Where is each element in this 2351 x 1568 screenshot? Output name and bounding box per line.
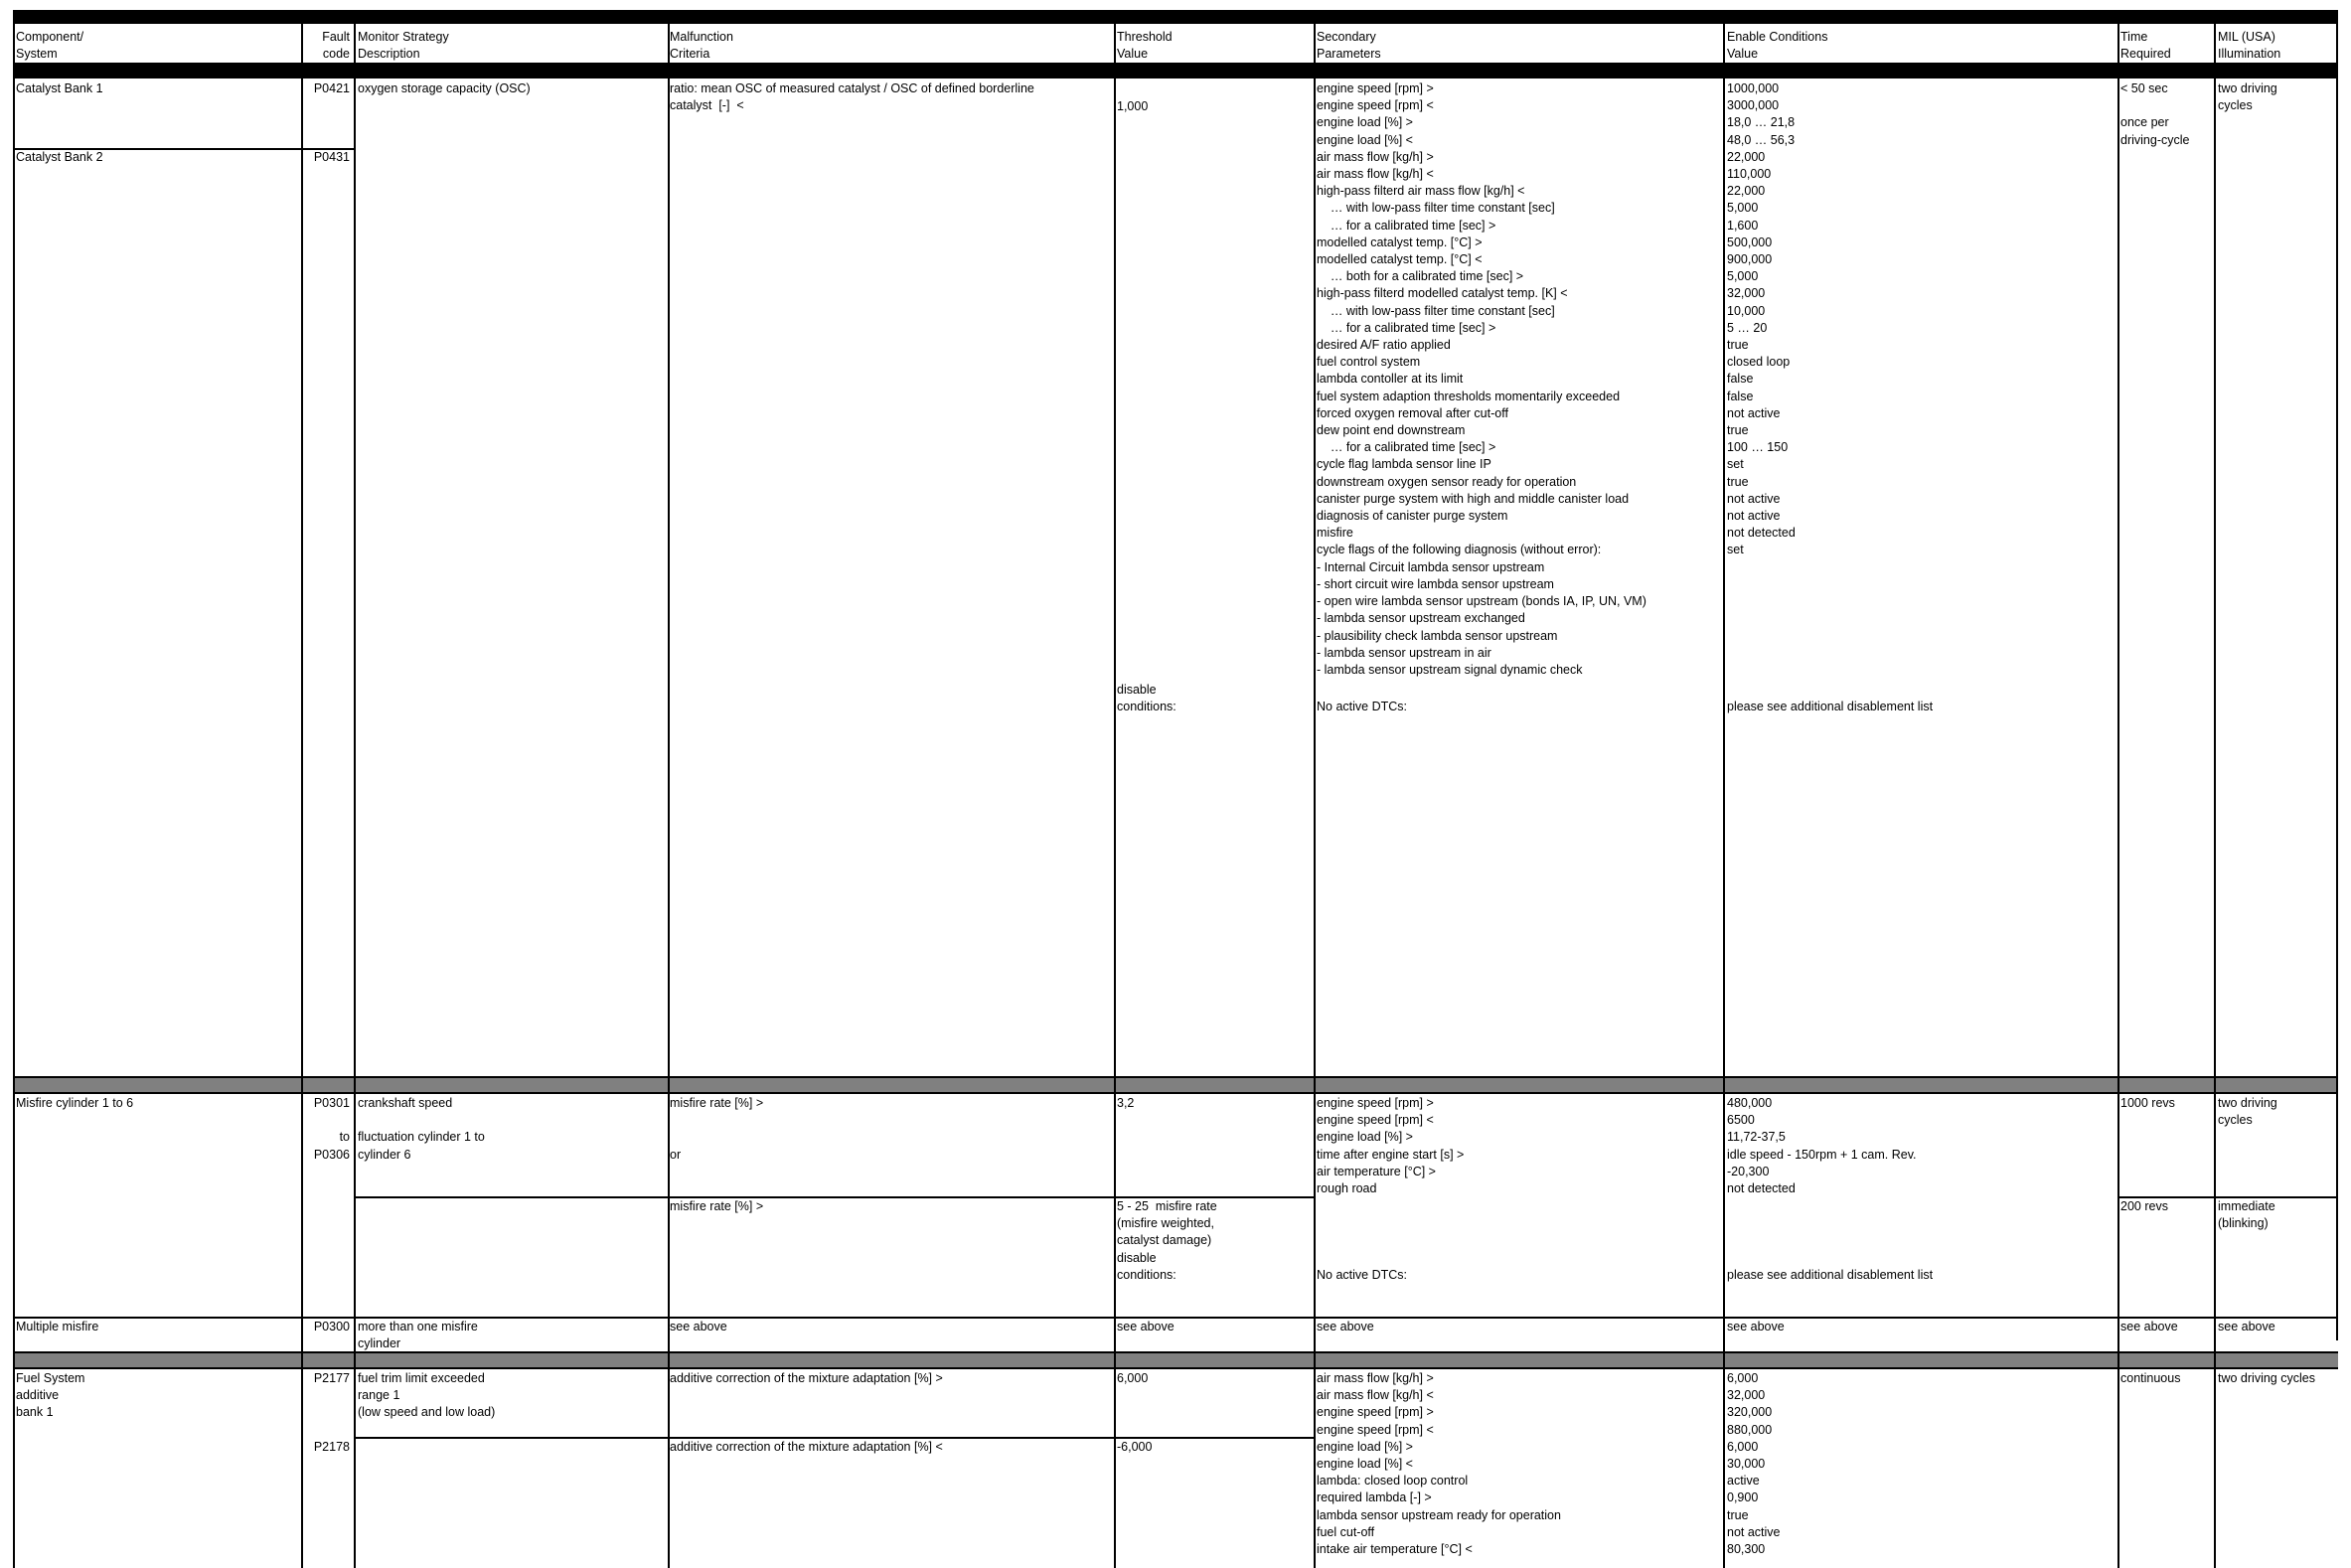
header-secondary: Secondary Parameters xyxy=(1317,30,1381,61)
misfire-time-1: 1000 revs xyxy=(2120,1096,2175,1110)
grid-line xyxy=(2214,24,2216,1568)
multiple-misfire-malfunction: see above xyxy=(670,1320,727,1333)
misfire-malfunction-2: misfire rate [%] > xyxy=(670,1199,764,1213)
fuel-mil: two driving cycles xyxy=(2218,1371,2315,1385)
misfire-secondary-params: engine speed [rpm] > engine speed [rpm] < engine load [%] > time after engine start [s] > air temperature [°C] > rough road xyxy=(1317,1096,1465,1196)
misfire-mil-1: two driving cycles xyxy=(2218,1096,2277,1128)
header-bottom-bar xyxy=(13,63,2338,78)
fuel-enable-values: 6,000 32,000 320,000 880,000 6,000 30,000 active 0,900 true not active 80,300 xyxy=(1727,1371,1781,1557)
fuel-code-2: P2178 xyxy=(313,1440,350,1454)
multiple-misfire-label: Multiple misfire xyxy=(16,1320,99,1333)
multiple-misfire-secondary: see above xyxy=(1317,1320,1374,1333)
row-divider xyxy=(13,1076,2338,1078)
misfire-threshold-1: 3,2 xyxy=(1117,1096,1135,1110)
multiple-misfire-threshold: see above xyxy=(1117,1320,1175,1333)
multiple-misfire-mil: see above xyxy=(2218,1320,2275,1333)
catalyst-threshold: 1,000 xyxy=(1117,99,1149,113)
catalyst-time-required: < 50 sec once per driving-cycle xyxy=(2120,81,2190,147)
grid-line xyxy=(301,24,303,1568)
fuel-malfunction-2: additive correction of the mixture adaptation [%] < xyxy=(670,1440,943,1454)
fuel-secondary-params: air mass flow [kg/h] > air mass flow [kg/h] < engine speed [rpm] > engine speed [rpm] < engine load [%] > engine load [%] < lambda: closed loop control required lambda [-] > lambda sensor upstream ready for operation fuel cut-off intake air temperature [°C] < xyxy=(1317,1371,1561,1557)
fuel-system-label: Fuel System additive bank 1 xyxy=(16,1371,85,1420)
fuel-time-required: continuous xyxy=(2120,1371,2181,1385)
misfire-disablement-note: please see additional disablement list xyxy=(1727,1268,1934,1282)
catalyst-mil: two driving cycles xyxy=(2218,81,2277,113)
catalyst-enable-values: 1000,000 3000,000 18,0 … 21,8 48,0 … 56,3 22,000 110,000 22,000 5,000 1,600 500,000 900,000 5,000 32,000 10,000 5 … 20 true closed loop false false not active true 100 … 150 set true not active not active not detected set xyxy=(1727,81,1796,557)
fuel-strategy: fuel trim limit exceeded range 1 (low speed and low load) xyxy=(358,1371,496,1420)
catalyst-secondary-params: engine speed [rpm] > engine speed [rpm] < engine load [%] > engine load [%] < air mass flow [kg/h] > air mass flow [kg/h] < high-pass filterd air mass flow [kg/h] < … with low-pass filter time constant [sec] … for a calibrated time [sec] > modelled catalyst temp. [°C] > modelled catalyst temp. [°C] < … both for a calibrated time [sec] > high-pass filterd modelled catalyst temp. [K] < … with low-pass filter time constant [sec] … for a calibrated time [sec] > desired A/F ratio applied fuel control system lambda contoller at its limit fuel system adaption thresholds momentarily exceeded forced oxygen removal after cut-off dew point end downstream … for a calibrated time [sec] > cycle flag lambda sensor line IP downstream oxygen sensor ready for operation canister purge system with high and middle canister load diagnosis of canister purge system misfire cycle flags of the following diagnosis (without error): - Internal Circuit lambda sensor upstream - short circuit wire lambda sensor upstream - open wire lambda sensor upstream (bonds IA, IP, UN, VM) - lambda sensor upstream exchanged - plausibility check lambda sensor upstream - lambda sensor upstream in air - lambda sensor upstream signal dynamic check xyxy=(1317,81,1646,677)
multiple-misfire-code: P0300 xyxy=(313,1320,350,1333)
fuel-code-1: P2177 xyxy=(313,1371,350,1385)
catalyst-bank1-code: P0421 xyxy=(313,81,350,95)
misfire-label: Misfire cylinder 1 to 6 xyxy=(16,1096,134,1110)
row-divider xyxy=(13,1092,2338,1094)
header-enable: Enable Conditions Value xyxy=(1727,30,1828,61)
catalyst-bank2-label: Catalyst Bank 2 xyxy=(16,150,103,164)
catalyst-malfunction: ratio: mean OSC of measured catalyst / OSC of defined borderline catalyst [-] < xyxy=(670,81,1034,113)
header-time: Time Required xyxy=(2120,30,2171,61)
grid-line xyxy=(668,24,670,1568)
misfire-no-active-dtcs: No active DTCs: xyxy=(1317,1268,1407,1282)
header-mil: MIL (USA) Illumination xyxy=(2218,30,2281,61)
catalyst-disable-conditions: disable conditions: xyxy=(1117,683,1176,714)
header-threshold: Threshold Value xyxy=(1117,30,1173,61)
fuel-threshold-1: 6,000 xyxy=(1117,1371,1149,1385)
catalyst-bank1-label: Catalyst Bank 1 xyxy=(16,81,103,95)
misfire-strategy: crankshaft speed fluctuation cylinder 1 to cylinder 6 xyxy=(358,1096,485,1162)
multiple-misfire-enable: see above xyxy=(1727,1320,1785,1333)
grid-line xyxy=(1723,24,1725,1568)
header-component: Component/ System xyxy=(16,30,84,61)
header-monitor-strategy: Monitor Strategy Description xyxy=(358,30,449,61)
top-bar xyxy=(13,10,2338,24)
misfire-threshold-2: 5 - 25 misfire rate (misfire weighted, catalyst damage) disable conditions: xyxy=(1117,1199,1217,1282)
section-separator-1 xyxy=(13,1078,2338,1092)
misfire-enable-values: 480,000 6500 11,72-37,5 idle speed - 150rpm + 1 cam. Rev. -20,300 not detected xyxy=(1727,1096,1917,1196)
grid-line xyxy=(2117,24,2119,1568)
multiple-misfire-time: see above xyxy=(2120,1320,2178,1333)
grid-line xyxy=(13,24,15,1568)
grid-line xyxy=(354,24,356,1568)
misfire-time-2: 200 revs xyxy=(2120,1199,2168,1213)
grid-line xyxy=(1114,24,1116,1568)
fuel-threshold-2: -6,000 xyxy=(1117,1440,1153,1454)
multiple-misfire-strategy: more than one misfire cylinder xyxy=(358,1320,478,1351)
misfire-codes: P0301 to P0306 xyxy=(313,1096,350,1162)
fuel-malfunction-1: additive correction of the mixture adaptation [%] > xyxy=(670,1371,943,1385)
catalyst-no-active-dtcs: No active DTCs: xyxy=(1317,700,1407,713)
header-fault-code: Fault code xyxy=(322,30,350,61)
header-malfunction: Malfunction Criteria xyxy=(670,30,733,61)
grid-line xyxy=(1314,24,1316,1568)
misfire-malfunction-1: misfire rate [%] > or xyxy=(670,1096,764,1162)
row-divider xyxy=(13,1367,2338,1369)
section-separator-2 xyxy=(13,1353,2338,1367)
catalyst-disablement-note: please see additional disablement list xyxy=(1727,700,1934,713)
grid-line xyxy=(2336,24,2338,1340)
catalyst-strategy: oxygen storage capacity (OSC) xyxy=(358,81,531,95)
misfire-mil-2: immediate (blinking) xyxy=(2218,1199,2275,1231)
catalyst-bank2-code: P0431 xyxy=(313,150,350,164)
